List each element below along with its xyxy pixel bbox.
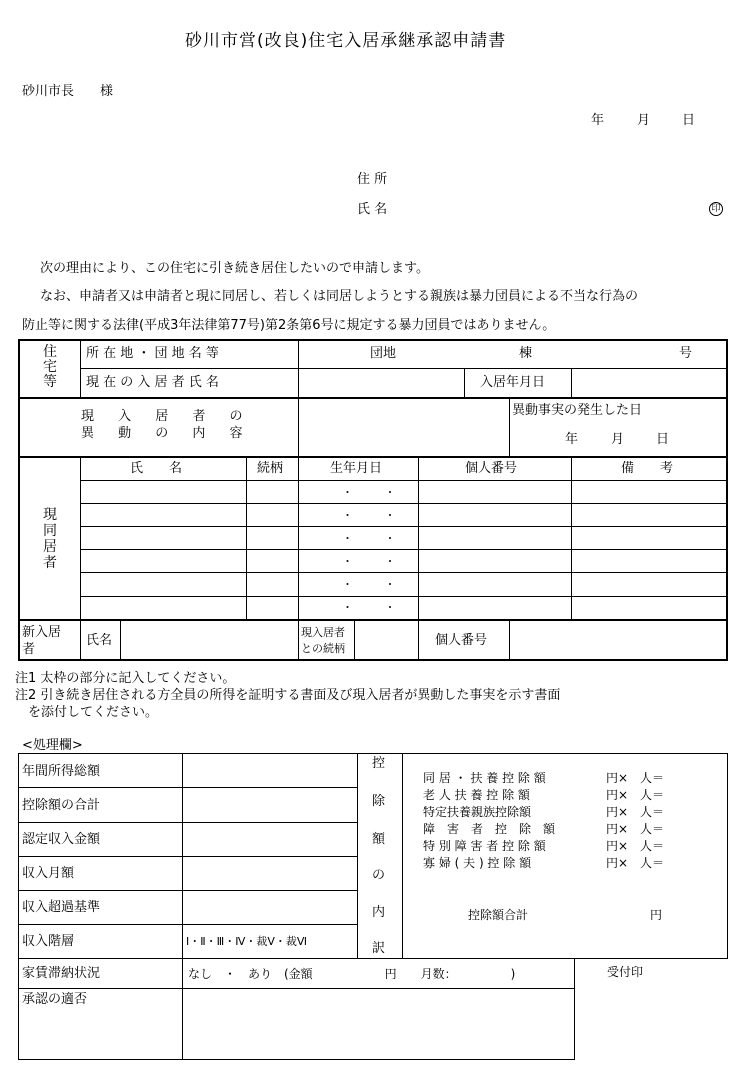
housing-label — [42, 345, 58, 390]
cohabitant-label — [42, 507, 58, 571]
col-name: 氏 名 — [130, 461, 183, 476]
relation-label-1: 現入居者 — [301, 626, 345, 639]
current-occupant-label: 現 在 の 入 居 者 氏 名 — [86, 375, 219, 390]
relation-label-2: との続柄 — [301, 642, 345, 655]
deduction-label: 特 別 障 害 者 控 除 額 — [423, 839, 546, 853]
deduction-label: 障 害 者 控 除 額 — [423, 822, 556, 836]
note-1: 注1 太枠の部分に記入してください。 — [15, 671, 236, 686]
col-relation: 続柄 — [257, 461, 284, 476]
dob-placeholder: ・ ・ — [342, 601, 410, 614]
deduction-label: 同 居 ・ 扶 養 控 除 額 — [423, 771, 546, 785]
deduction-vertical-char: 訳 — [372, 941, 386, 956]
processing-row-label: 年間所得総額 — [22, 764, 101, 779]
name-label: 氏 名 — [357, 202, 388, 217]
housing-label-char: 宅 — [43, 359, 57, 375]
deduction-total-label: 控除額合計 — [468, 908, 529, 922]
gou-label: 号 — [679, 346, 693, 361]
housing-label-char: 等 — [43, 374, 57, 390]
change-date-label: 異動事実の発生した日 — [512, 403, 643, 418]
statement-line-2: なお、申請者又は申請者と現に同居し、若しくは同居しようとする親族は暴力団員による不当な行為の — [40, 289, 639, 304]
new-occupant-label-2: 者 — [22, 642, 36, 657]
reception-seal-label: 受付印 — [607, 965, 644, 979]
address-label: 住 所 — [357, 172, 388, 187]
cohabitant-label-char: 居 — [43, 539, 57, 555]
location-label: 所 在 地 ・ 団 地 名 等 — [86, 346, 219, 361]
change-date-month: 月 — [611, 432, 625, 447]
rent-arrears-value: なし ・ あり (金額 円 月数： ) — [188, 967, 516, 981]
rent-arrears-label: 家賃滞納状況 — [22, 966, 101, 981]
date-month: 月 — [637, 113, 651, 128]
deduction-label: 老 人 扶 養 控 除 額 — [423, 788, 530, 802]
deduction-unit: 円× 人＝ — [606, 805, 665, 819]
processing-row-label: 収入超過基準 — [22, 900, 101, 915]
tou-label: 棟 — [519, 346, 533, 361]
deduction-unit: 円× 人＝ — [606, 856, 665, 870]
col-dob: 生年月日 — [330, 461, 383, 476]
note-2b: を添付してください。 — [15, 705, 159, 720]
processing-row-label: 収入階層 — [22, 934, 75, 949]
change-date-year: 年 — [565, 432, 579, 447]
note-2: 注2 引き続き居住される方全員の所得を証明する書面及び現入居者が異動した事実を示す書面 — [15, 688, 561, 703]
deduction-unit: 円× 人＝ — [606, 822, 665, 836]
processing-header: <処理欄> — [22, 738, 83, 753]
deduction-vertical-char: 控 — [372, 756, 386, 771]
dob-placeholder: ・ ・ — [342, 555, 410, 568]
dob-placeholder: ・ ・ — [342, 509, 410, 522]
deduction-vertical-char: 額 — [372, 832, 386, 847]
housing-label-char: 住 — [43, 344, 57, 360]
new-occupant-label-1: 新入居 — [22, 625, 62, 640]
processing-row-label: 控除額の合計 — [22, 798, 101, 813]
change-label-1: 現 入 居 者 の — [81, 409, 253, 424]
approval-label: 承認の適否 — [22, 992, 88, 1007]
cohabitant-label-char: 者 — [43, 555, 57, 571]
cohabitant-label-char: 同 — [43, 523, 57, 539]
deduction-unit: 円× 人＝ — [606, 788, 665, 802]
deduction-vertical-char: 除 — [372, 794, 386, 809]
danchi-label: 団地 — [370, 346, 397, 361]
income-classes: Ⅰ・Ⅱ・Ⅲ・Ⅳ・裁Ⅴ・裁Ⅵ — [186, 935, 308, 948]
deduction-vertical-char: の — [372, 868, 386, 883]
new-occupant-name-label: 氏名 — [86, 633, 113, 648]
processing-row-label: 認定収入金額 — [22, 832, 101, 847]
addressee: 砂川市長 様 — [22, 84, 114, 99]
page-title: 砂川市営(改良)住宅入居承継承認申請書 — [185, 31, 507, 51]
cohabitant-label-char: 現 — [43, 507, 57, 523]
dob-placeholder: ・ ・ — [342, 532, 410, 545]
deduction-unit: 円× 人＝ — [606, 771, 665, 785]
seal-mark: 印 — [709, 202, 723, 216]
statement-line-1: 次の理由により、この住宅に引き続き居住したいので申請します。 — [40, 261, 429, 276]
processing-row-label: 収入月額 — [22, 866, 75, 881]
deduction-label: 特定扶養親族控除額 — [423, 805, 532, 819]
change-label-2: 異 動 の 内 容 — [81, 426, 253, 441]
change-date-day: 日 — [656, 432, 670, 447]
date-year: 年 — [591, 113, 605, 128]
deduction-unit: 円× 人＝ — [606, 839, 665, 853]
dob-placeholder: ・ ・ — [342, 486, 410, 499]
deduction-total-unit: 円 — [650, 908, 663, 922]
new-occupant-mynumber-label: 個人番号 — [435, 633, 488, 648]
deduction-vertical-char: 内 — [372, 905, 386, 920]
col-remarks: 備 考 — [621, 461, 674, 476]
move-in-date-label: 入居年月日 — [480, 375, 546, 390]
dob-placeholder: ・ ・ — [342, 578, 410, 591]
col-mynumber: 個人番号 — [465, 461, 518, 476]
date-day: 日 — [682, 113, 696, 128]
statement-line-3: 防止等に関する法律(平成3年法律第77号)第2条第6号に規定する暴力団員ではありません。 — [22, 318, 556, 333]
deduction-label: 寡 婦 ( 夫 ) 控 除 額 — [423, 856, 532, 870]
